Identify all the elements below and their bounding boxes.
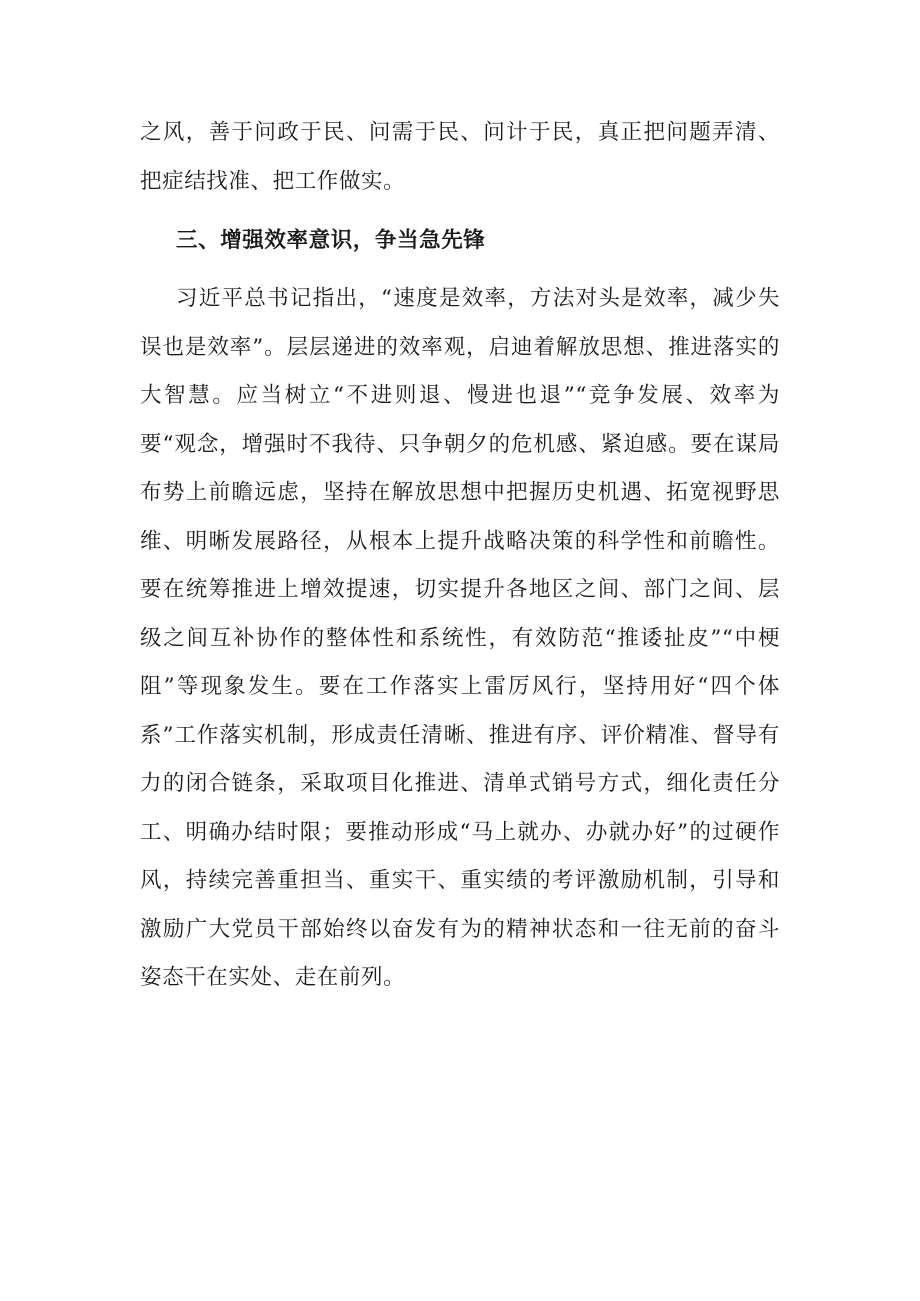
paragraph-continued: 之风，善于问政于民、问需于民、问计于民，真正把问题弄清、把症结找准、把工作做实。 [140,120,780,194]
section-heading: 三、增强效率意识，争当急先锋 [176,228,486,253]
paragraph-main: 习近平总书记指出，“速度是效率，方法对头是效率，减少失误也是效率”。层层递进的效率观，启迪着解放思想、推进落实的大智慧。应当树立“不进则退、慢进也退”“竞争发展、效率为要“观念，增强时不我待、只争朝夕的危机感、紧迫感。要在谋局布势上前瞻远虑，坚持在解放思想中把握历史机遇、拓宽视野思维、明晰发展路径，从根本上提升战略决策的科学性和前瞻性。要在统筹推进上增效提速，切实提升各地区之间、部门之间、层级之间互补协作的整体性和系统性，有效防范“推诿扯皮”“中梗阻”等现象发生。要在工作落实上雷厉风行，坚持用好“四个体系”工作落实机制，形成责任清晰、推进有序、评价精准、督导有力的闭合链条，采取项目化推进、清单式销号方式，细化责任分工、明确办结时限；要推动形成“马上就办、办就办好”的过硬作风，持续完善重担当、重实干、重实绩的考评激励机制，引导和激励广大党员干部始终以奋发有为的精神状态和一往无前的奋斗姿态干在实处、走在前列。 [140,286,780,990]
